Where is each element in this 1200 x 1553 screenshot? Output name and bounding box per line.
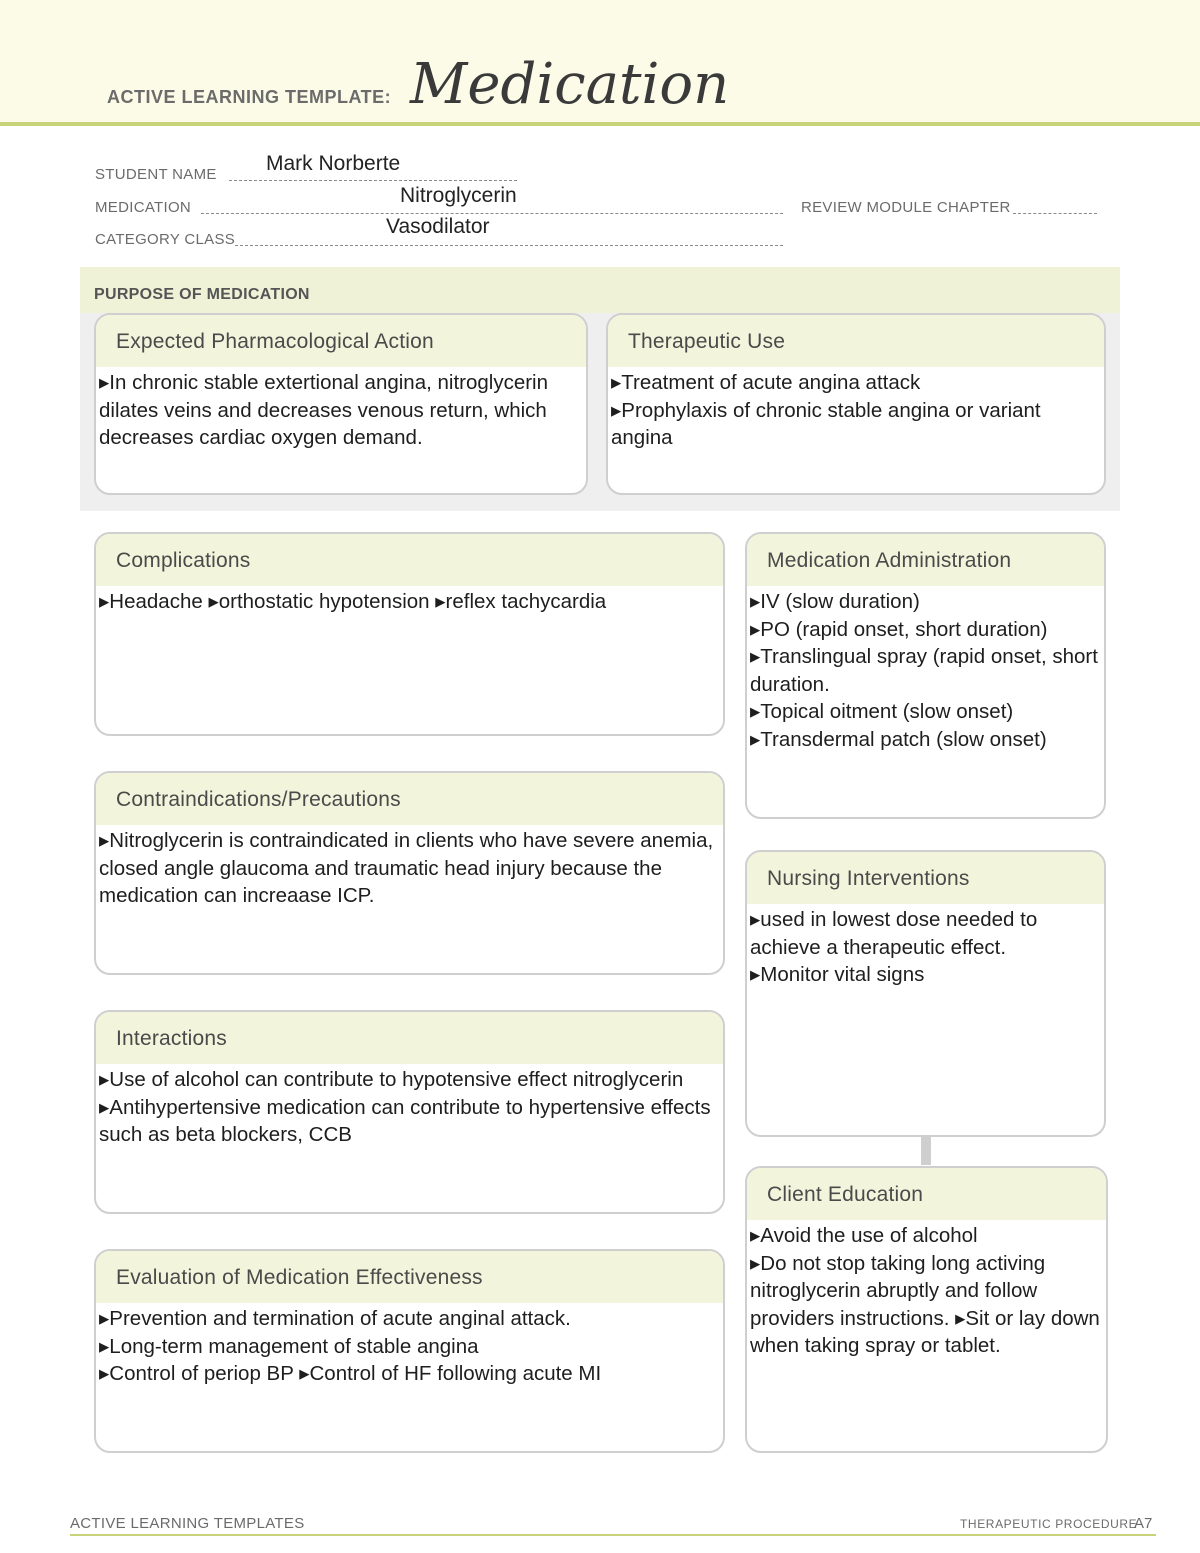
complications-text[interactable]: ▸Headache ▸orthostatic hypotension ▸reflex tachycardia: [99, 590, 607, 613]
client-education-box: [745, 1166, 1108, 1453]
therapeutic-use-text[interactable]: ▸Treatment of acute angina attack ▸Prophylaxis of chronic stable angina or variant angina: [611, 371, 1041, 449]
nursing-interventions-box: [745, 850, 1106, 1137]
interactions-title: Interactions: [96, 1012, 723, 1064]
student-name-label: STUDENT NAME: [95, 166, 217, 183]
complications-box: [94, 532, 725, 736]
expected-action-title: Expected Pharmacological Action: [96, 315, 586, 367]
box-connector: [921, 1136, 931, 1165]
administration-title: Medication Administration: [747, 534, 1104, 586]
review-module-line: [1013, 213, 1097, 214]
student-name-field[interactable]: Mark Norberte: [266, 152, 401, 175]
nursing-interventions-text[interactable]: ▸used in lowest dose needed to achieve a therapeutic effect. ▸Monitor vital signs: [750, 908, 1038, 986]
therapeutic-use-box: [606, 313, 1106, 495]
expected-action-box: [94, 313, 588, 495]
evaluation-box: [94, 1249, 725, 1453]
category-class-line: [235, 245, 783, 246]
purpose-title: PURPOSE OF MEDICATION: [94, 286, 310, 303]
client-education-text[interactable]: ▸Avoid the use of alcohol ▸Do not stop taking long activing nitroglycerin abruptly and follow providers instructions. ▸Sit or lay down when taking spray or tablet.: [750, 1224, 1100, 1357]
complications-title: Complications: [96, 534, 723, 586]
administration-text[interactable]: ▸IV (slow duration) ▸PO (rapid onset, short duration) ▸Translingual spray (rapid onset, short duration. ▸Topical oitment (slow onset) ▸Transdermal patch (slow onset): [750, 590, 1098, 751]
footer-left-label: ACTIVE LEARNING TEMPLATES: [70, 1515, 305, 1532]
therapeutic-use-title: Therapeutic Use: [608, 315, 1104, 367]
contraindications-title: Contraindications/Precautions: [96, 773, 723, 825]
review-module-label: REVIEW MODULE CHAPTER: [801, 199, 1011, 216]
header-rule: [0, 122, 1200, 126]
footer-right-label: THERAPEUTIC PROCEDURE: [960, 1517, 1138, 1531]
template-label: ACTIVE LEARNING TEMPLATE:: [107, 87, 392, 107]
client-education-title: Client Education: [747, 1168, 1106, 1220]
footer-rule: [70, 1534, 1156, 1536]
footer-page-number: A7: [1134, 1515, 1153, 1532]
page-title: Medication: [410, 52, 730, 117]
contraindications-box: [94, 771, 725, 975]
medication-field[interactable]: Nitroglycerin: [400, 184, 517, 207]
category-class-field[interactable]: Vasodilator: [386, 215, 490, 238]
expected-action-text[interactable]: ▸In chronic stable extertional angina, nitroglycerin dilates veins and decreases venous return, which decreases cardiac oxygen demand.: [99, 371, 549, 449]
evaluation-text[interactable]: ▸Prevention and termination of acute anginal attack. ▸Long-term management of stable angina ▸Control of periop BP ▸Control of HF following acute MI: [99, 1307, 602, 1385]
medication-line: [201, 213, 783, 214]
nursing-interventions-title: Nursing Interventions: [747, 852, 1104, 904]
contraindications-text[interactable]: ▸Nitroglycerin is contraindicated in clients who have severe anemia, closed angle glaucoma and traumatic head injury because the medication can increaase ICP.: [99, 829, 714, 907]
interactions-box: [94, 1010, 725, 1214]
student-name-line: [229, 180, 517, 181]
administration-box: [745, 532, 1106, 819]
medication-label: MEDICATION: [95, 199, 192, 216]
evaluation-title: Evaluation of Medication Effectiveness: [96, 1251, 723, 1303]
interactions-text[interactable]: ▸Use of alcohol can contribute to hypotensive effect nitroglycerin ▸Antihypertensive medication can contribute to hypertensive effects such as beta blockers, CCB: [99, 1068, 711, 1146]
category-class-label: CATEGORY CLASS: [95, 231, 236, 248]
